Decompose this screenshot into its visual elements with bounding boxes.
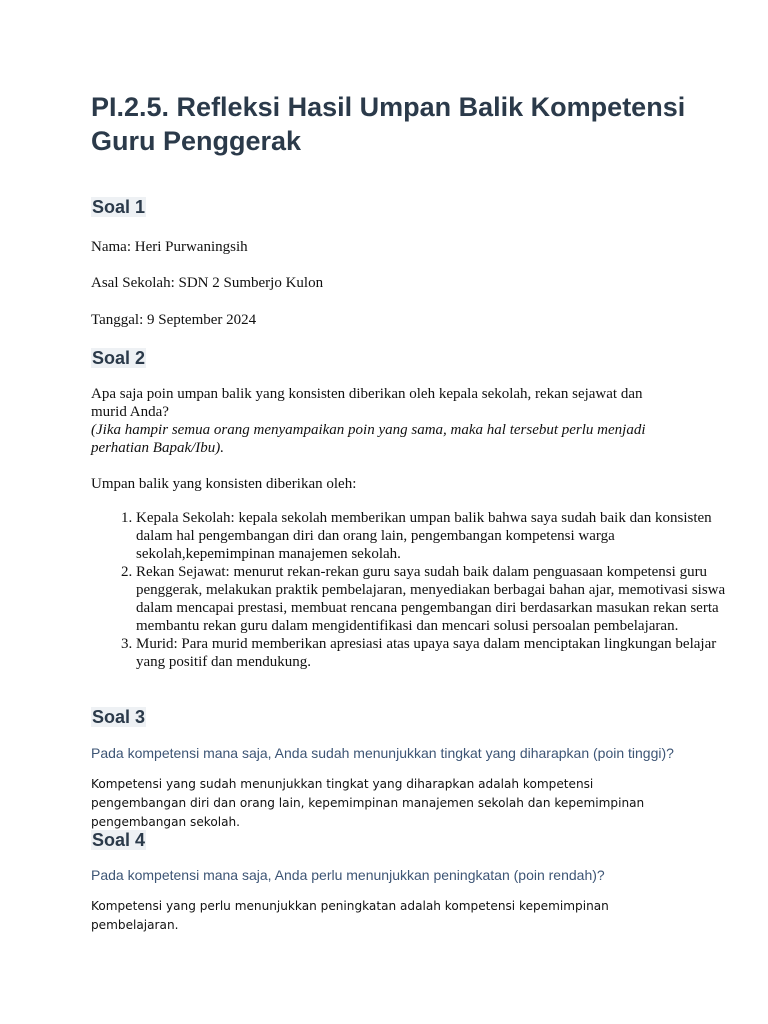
tanggal-text: Tanggal: 9 September 2024 — [91, 312, 257, 328]
soal-3-heading: Soal 3 — [92, 707, 146, 727]
feedback-list — [91, 509, 726, 671]
soal-2-note: (Jika hampir semua orang menyampaikan poin yang sama, maka hal tersebut perlu menjadi perhatian Bapak/Ibu). — [91, 422, 646, 456]
page-title: PI.2.5. Refleksi Hasil Umpan Balik Kompetensi Guru Penggerak — [91, 92, 686, 156]
soal-2-intro: Umpan balik yang konsisten diberikan oleh: — [91, 476, 357, 492]
soal-3-question: Pada kompetensi mana saja, Anda sudah menunjukkan tingkat yang diharapkan (poin tinggi)? — [91, 745, 674, 761]
soal-4-question: Pada kompetensi mana saja, Anda perlu menunjukkan peningkatan (poin rendah)? — [91, 867, 605, 883]
list-item-rekan-sejawat: 2. Rekan Sejawat: menurut rekan-rekan guru saya sudah baik dalam penguasaan kompetensi guru penggerak, melakukan praktik pembelajaran, menyediakan berbagai bahan ajar, memotivasi siswa dalam mencapai prestasi, membuat rencana pengembangan diri berdasarkan masukan rekan serta membantu rekan guru dalam mengidentifikasi dan mencari solusi persoalan pembelajaran. — [136, 563, 726, 635]
nama-text: Nama: Heri Purwaningsih — [91, 239, 248, 255]
soal-3-answer: Kompetensi yang sudah menunjukkan tingkat yang diharapkan adalah kompetensi pengembangan diri dan orang lain, kepemimpinan manajemen sekolah dan kepemimpinan pengembangan sekolah. — [91, 777, 645, 829]
list-item-kepala-sekolah: 1. Kepala Sekolah: kepala sekolah memberikan umpan balik bahwa saya sudah baik dan konsisten dalam hal pengembangan diri dan orang lain, pengembangan kompetensi warga sekolah,kepemimpinan manajemen sekolah. — [136, 509, 726, 563]
soal-4-answer: Kompetensi yang perlu menunjukkan peningkatan adalah kompetensi kepemimpinan pembelajaran. — [91, 899, 609, 932]
soal-1-heading: Soal 1 — [92, 197, 146, 217]
soal-2-question: Apa saja poin umpan balik yang konsisten diberikan oleh kepala sekolah, rekan sejawat dan murid Anda? — [91, 386, 643, 420]
asal-sekolah-text: Asal Sekolah: SDN 2 Sumberjo Kulon — [91, 275, 324, 291]
list-item-murid: 3. Murid: Para murid memberikan apresiasi atas upaya saya dalam menciptakan lingkungan belajar yang positif dan mendukung. — [136, 635, 726, 671]
soal-2-heading: Soal 2 — [92, 348, 146, 368]
soal-4-heading: Soal 4 — [92, 830, 146, 850]
